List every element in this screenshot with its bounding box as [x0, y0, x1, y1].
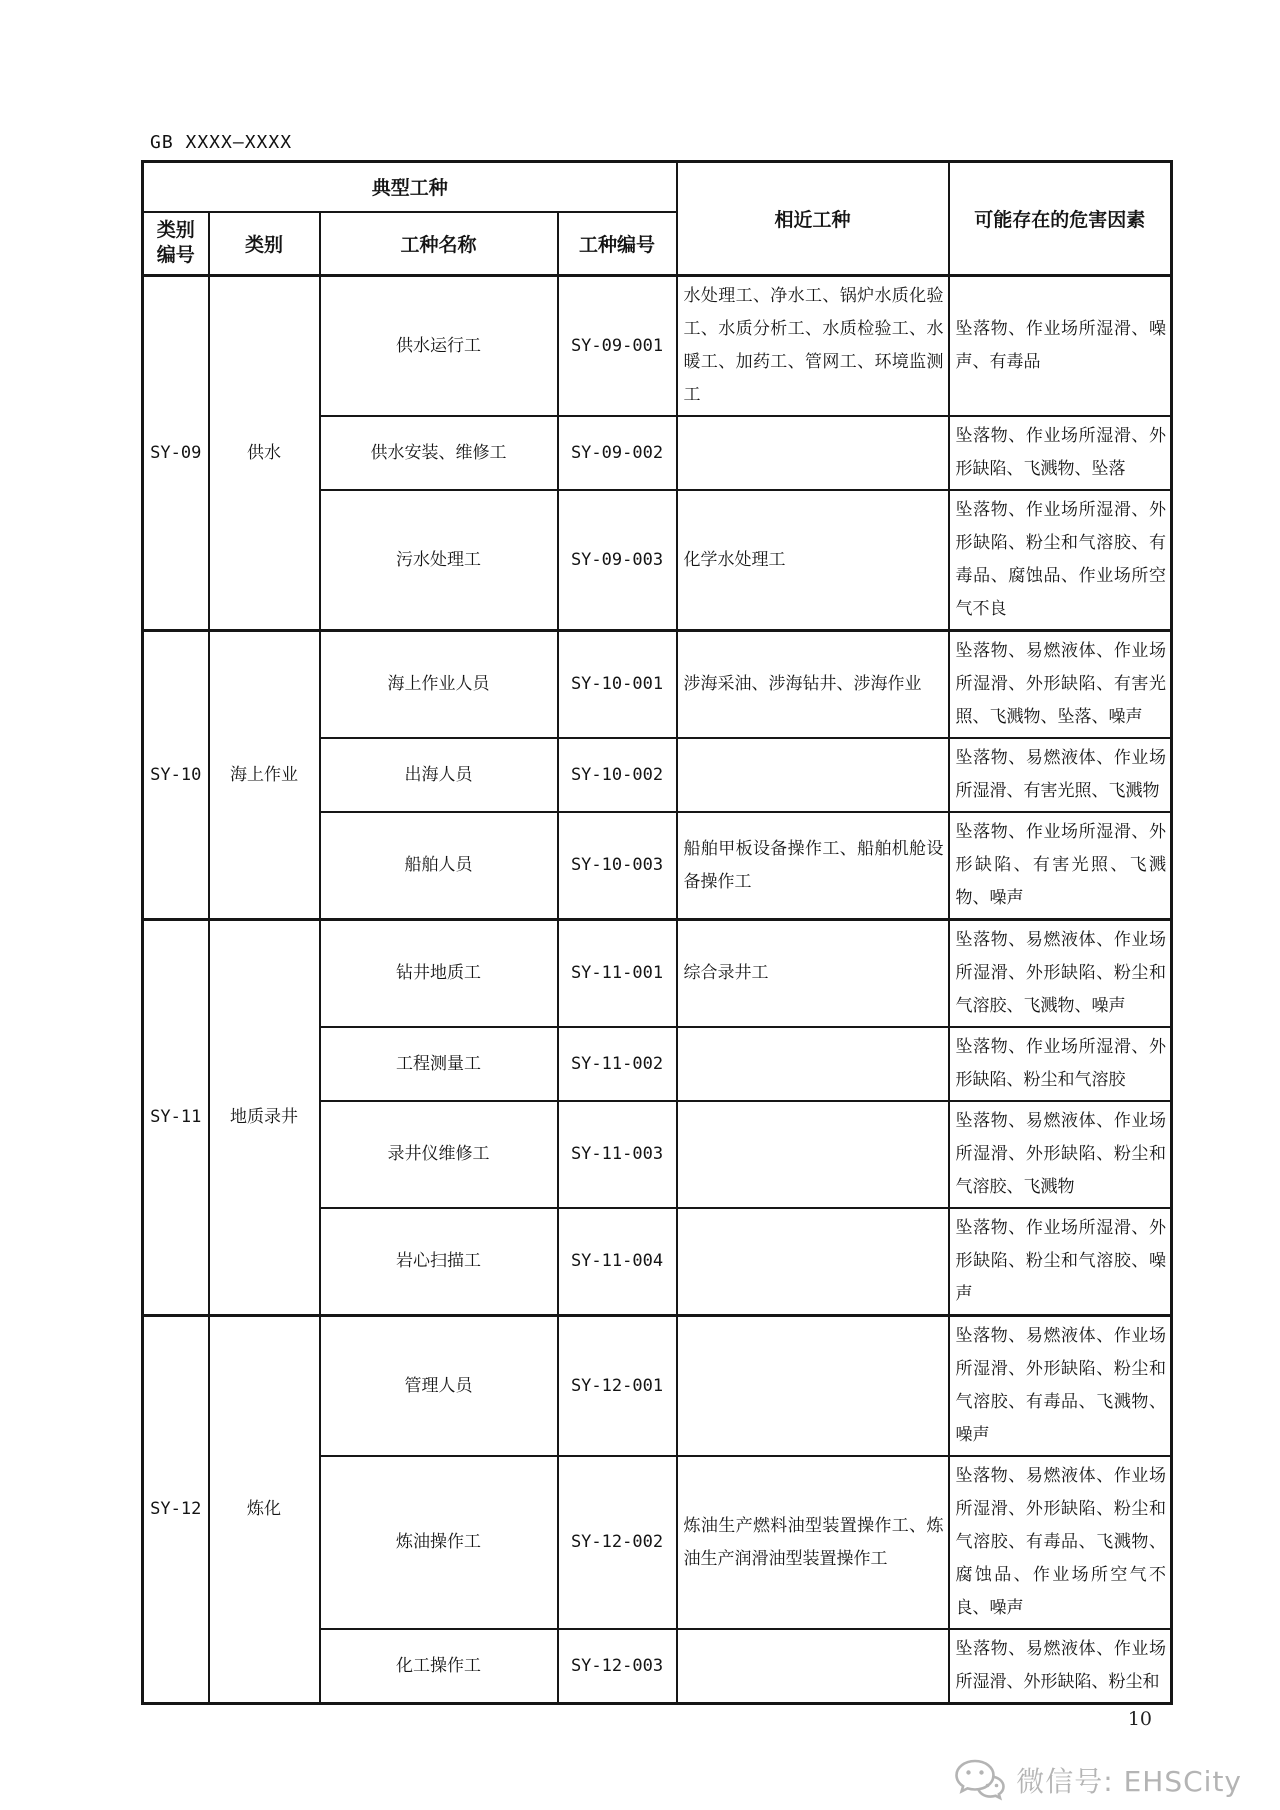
job-code-cell: SY-12-003: [558, 1629, 677, 1704]
job-name-cell: 污水处理工: [320, 490, 558, 631]
hazards-cell: 坠落物、易燃液体、作业场所湿滑、外形缺陷、粉尘和气溶胶、飞溅物: [949, 1101, 1172, 1208]
hazards-cell: 坠落物、作业场所湿滑、外形缺陷、飞溅物、坠落: [949, 416, 1172, 490]
similar-jobs-cell: [677, 1316, 949, 1457]
hazards-cell: 坠落物、易燃液体、作业场所湿滑、有害光照、飞溅物: [949, 738, 1172, 812]
table-row: [143, 1316, 1172, 1457]
job-name-cell: 海上作业人员: [320, 631, 558, 739]
job-code-cell: SY-11-001: [558, 920, 677, 1028]
category-name-cell: 炼化: [209, 1316, 320, 1704]
job-name-cell: 管理人员: [320, 1316, 558, 1457]
header-hazards: 可能存在的危害因素: [949, 162, 1172, 276]
job-code-cell: SY-11-003: [558, 1101, 677, 1208]
hazards-cell: 坠落物、作业场所湿滑、噪声、有毒品: [949, 276, 1172, 417]
wechat-account-label: 微信号: EHSCity: [1016, 1765, 1242, 1798]
job-name-cell: 船舶人员: [320, 812, 558, 920]
header-job-name: 工种名称: [320, 212, 558, 276]
job-code-cell: SY-10-001: [558, 631, 677, 739]
hazards-cell: 坠落物、作业场所湿滑、外形缺陷、粉尘和气溶胶: [949, 1027, 1172, 1101]
job-code-cell: SY-10-003: [558, 812, 677, 920]
job-name-cell: 炼油操作工: [320, 1456, 558, 1629]
job-name-cell: 钻井地质工: [320, 920, 558, 1028]
job-code-cell: SY-09-003: [558, 490, 677, 631]
header-category-no-line1: 类别: [156, 218, 195, 241]
category-code-cell: SY-11: [143, 920, 209, 1316]
category-name-cell: 海上作业: [209, 631, 320, 920]
job-code-cell: SY-12-001: [558, 1316, 677, 1457]
wechat-icon: [954, 1758, 1006, 1802]
table-row: [143, 920, 1172, 1028]
category-code-cell: SY-12: [143, 1316, 209, 1704]
header-category: 类别: [209, 212, 320, 276]
header-job-code: 工种编号: [558, 212, 677, 276]
hazards-cell: 坠落物、易燃液体、作业场所湿滑、外形缺陷、粉尘和气溶胶、有毒品、飞溅物、噪声: [949, 1316, 1172, 1457]
table-body: [143, 276, 1172, 1704]
similar-jobs-cell: [677, 738, 949, 812]
header-category-no: [143, 212, 209, 276]
table-header: [143, 162, 1172, 276]
job-code-cell: SY-11-004: [558, 1208, 677, 1316]
similar-jobs-cell: 水处理工、净水工、锅炉水质化验工、水质分析工、水质检验工、水暖工、加药工、管网工、环境监测工: [677, 276, 949, 417]
similar-jobs-cell: [677, 1629, 949, 1704]
hazards-cell: 坠落物、易燃液体、作业场所湿滑、外形缺陷、粉尘和气溶胶、有毒品、飞溅物、腐蚀品、作业场所空气不良、噪声: [949, 1456, 1172, 1629]
hazards-cell: 坠落物、易燃液体、作业场所湿滑、外形缺陷、粉尘和: [949, 1629, 1172, 1704]
doc-code: GB XXXX—XXXX: [150, 132, 293, 153]
similar-jobs-cell: 炼油生产燃料油型装置操作工、炼油生产润滑油型装置操作工: [677, 1456, 949, 1629]
job-name-cell: 化工操作工: [320, 1629, 558, 1704]
job-name-cell: 工程测量工: [320, 1027, 558, 1101]
job-name-cell: 供水安装、维修工: [320, 416, 558, 490]
job-code-cell: SY-09-002: [558, 416, 677, 490]
header-similar-jobs: 相近工种: [677, 162, 949, 276]
job-code-cell: SY-10-002: [558, 738, 677, 812]
page-number: 10: [1127, 1708, 1152, 1730]
job-code-cell: SY-12-002: [558, 1456, 677, 1629]
header-category-no-line2: 编号: [156, 244, 195, 267]
category-code-cell: SY-10: [143, 631, 209, 920]
similar-jobs-cell: 船舶甲板设备操作工、船舶机舱设备操作工: [677, 812, 949, 920]
similar-jobs-cell: [677, 1208, 949, 1316]
header-typical-jobs: 典型工种: [143, 162, 677, 212]
hazards-cell: 坠落物、作业场所湿滑、外形缺陷、有害光照、飞溅物、噪声: [949, 812, 1172, 920]
table-row: [143, 631, 1172, 739]
similar-jobs-cell: 化学水处理工: [677, 490, 949, 631]
category-name-cell: 供水: [209, 276, 320, 631]
similar-jobs-cell: 涉海采油、涉海钻井、涉海作业: [677, 631, 949, 739]
similar-jobs-cell: [677, 1027, 949, 1101]
job-code-cell: SY-11-002: [558, 1027, 677, 1101]
similar-jobs-cell: 综合录井工: [677, 920, 949, 1028]
hazards-cell: 坠落物、作业场所湿滑、外形缺陷、粉尘和气溶胶、噪声: [949, 1208, 1172, 1316]
wechat-footer: [954, 1756, 1242, 1804]
table-row: [143, 276, 1172, 417]
category-name-cell: 地质录井: [209, 920, 320, 1316]
hazards-cell: 坠落物、易燃液体、作业场所湿滑、外形缺陷、粉尘和气溶胶、飞溅物、噪声: [949, 920, 1172, 1028]
job-name-cell: 岩心扫描工: [320, 1208, 558, 1316]
category-code-cell: SY-09: [143, 276, 209, 631]
job-name-cell: 供水运行工: [320, 276, 558, 417]
job-code-cell: SY-09-001: [558, 276, 677, 417]
similar-jobs-cell: [677, 1101, 949, 1208]
hazards-cell: 坠落物、易燃液体、作业场所湿滑、外形缺陷、有害光照、飞溅物、坠落、噪声: [949, 631, 1172, 739]
job-hazard-table: [141, 160, 1173, 1705]
hazards-cell: 坠落物、作业场所湿滑、外形缺陷、粉尘和气溶胶、有毒品、腐蚀品、作业场所空气不良: [949, 490, 1172, 631]
job-name-cell: 出海人员: [320, 738, 558, 812]
job-name-cell: 录井仪维修工: [320, 1101, 558, 1208]
similar-jobs-cell: [677, 416, 949, 490]
